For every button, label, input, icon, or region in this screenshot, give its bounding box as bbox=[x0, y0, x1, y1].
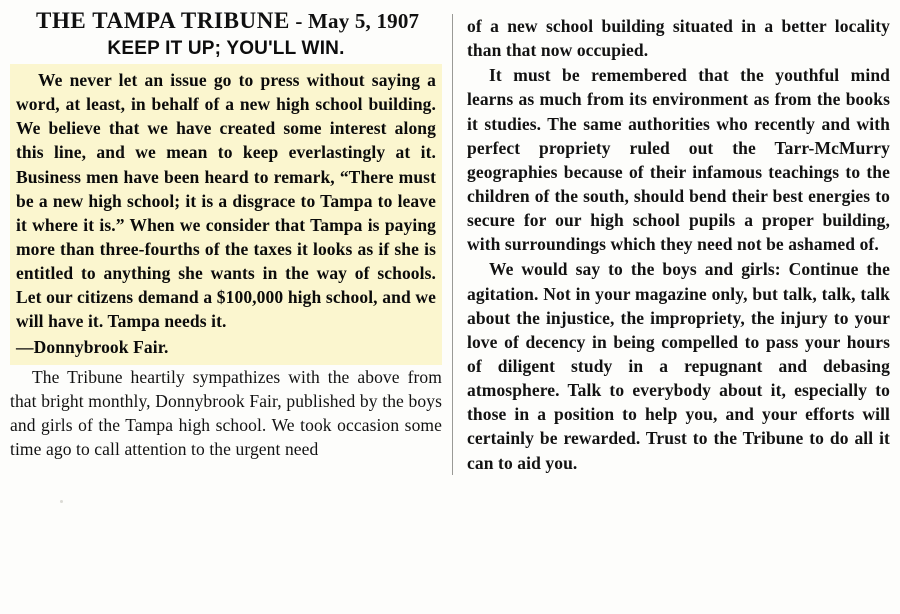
excerpt-attribution: —Donnybrook Fair. bbox=[16, 336, 169, 357]
highlighted-excerpt bbox=[10, 64, 442, 365]
excerpt-paragraph-1: We never let an issue go to press without saying a word, at least, in behalf of a new high school building. We believe that we have created some interest along this line, and we mean to keep everlastingly at it. Business men have been heard to remark, “There must be a new high school; it is a disgrace to Tampa to leave it where it is.” When we consider that Tampa is paying more than three-fourths of the taxes it looks as if she is entitled to anything she wants in the way of schools. Let our citizens demand a $100,000 high school, and we will have it. Tampa needs it. bbox=[16, 70, 436, 332]
publication-date: May 5, 1907 bbox=[307, 9, 420, 33]
left-column bbox=[10, 36, 452, 461]
masthead-separator: - bbox=[289, 9, 308, 33]
newspaper-name: THE TAMPA TRIBUNE bbox=[36, 8, 290, 33]
paper-speck bbox=[60, 500, 63, 503]
right-column bbox=[452, 14, 890, 475]
right-paragraph-3: We would say to the boys and girls: Continue the agitation. Not in your magazine only, but talk, talk, talk about the injustice, the impropriety, the injury to your love of decency in being compelled to pass your hours of diligent study in a repugnant and debasing atmosphere. Talk to everybody about it, especially to those in a position to help you, and your efforts will certainly be rewarded. Trust to the Tribune to do all it can to aid you. bbox=[467, 259, 890, 473]
right-paragraph-2: It must be remembered that the youthful mind learns as much from its environment as from the books it studies. The same authorities who recently and with perfect propriety ruled out the Tarr-McMurry geographies because of their infamous teachings to the children of the south, should bend their best energies to secure for our high school pupils a proper building, with surroundings which they need not be ashamed of. bbox=[467, 65, 890, 255]
left-paragraph-1: The Tribune heartily sympathizes with the above from that bright monthly, Donnybrook Fair, published by the boys and girls of the Tampa high school. We took occasion some time ago to call attention to the urgent need bbox=[10, 366, 442, 460]
article-headline: KEEP IT UP; YOU'LL WIN. bbox=[107, 38, 345, 59]
right-paragraph-1: of a new school building situated in a better locality than that now occupied. bbox=[467, 16, 890, 61]
